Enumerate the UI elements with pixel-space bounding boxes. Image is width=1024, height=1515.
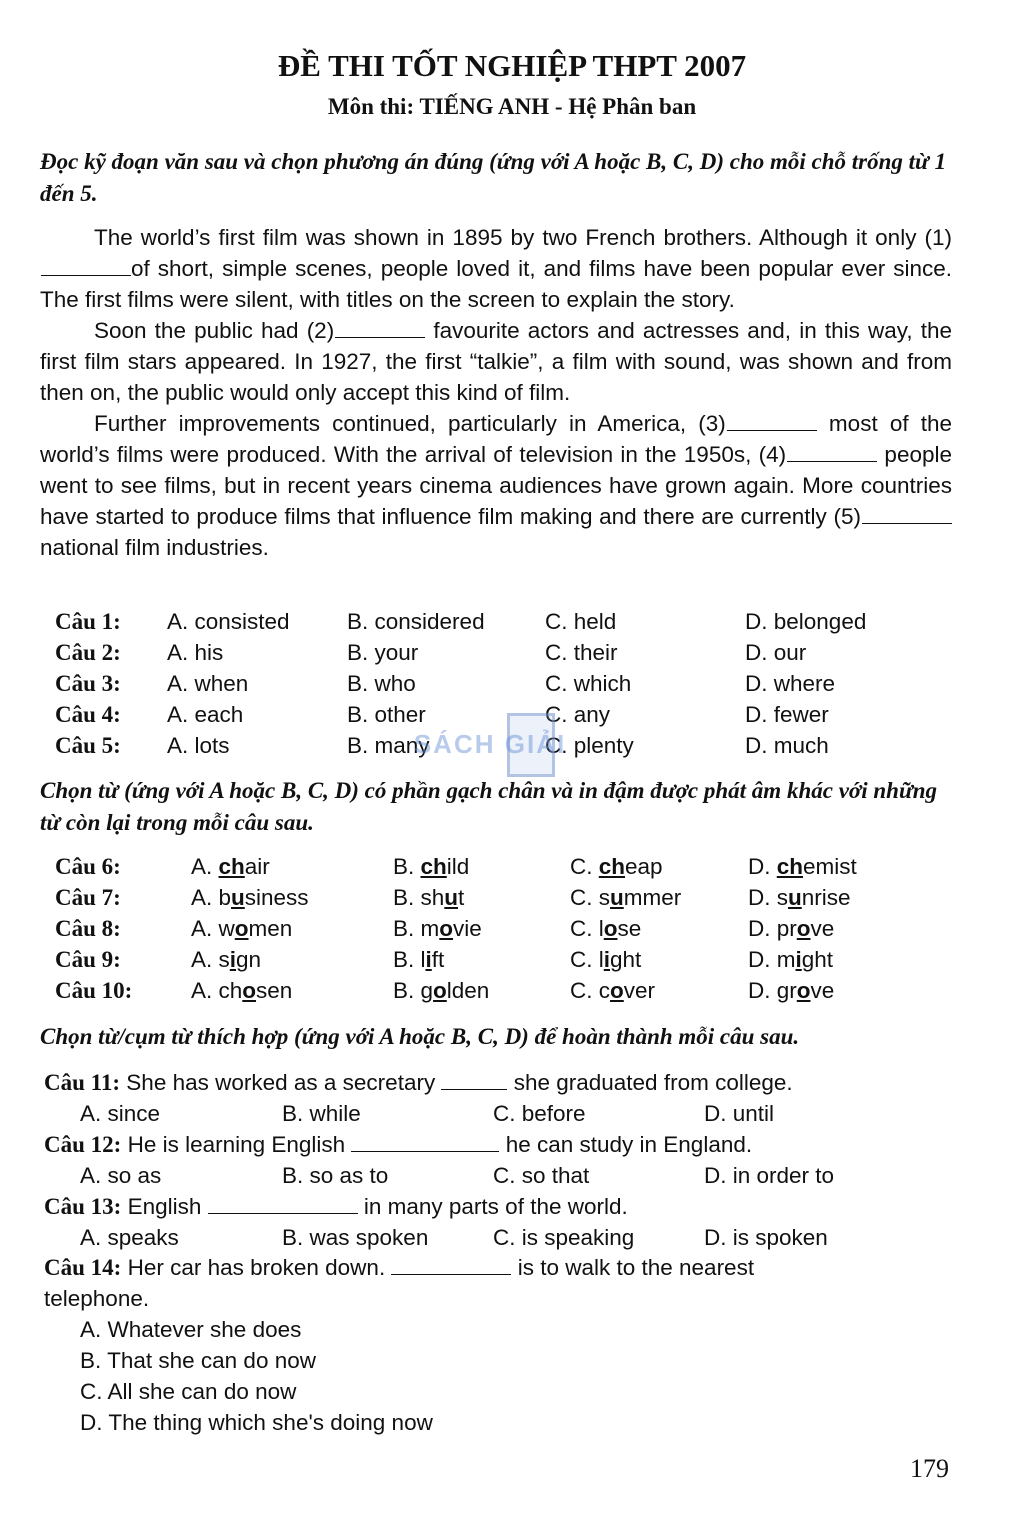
blank-2 bbox=[335, 319, 425, 338]
page-number: 179 bbox=[910, 1454, 949, 1483]
option-d: D. grove bbox=[748, 978, 835, 1003]
underlined-part: o bbox=[610, 978, 624, 1003]
blank bbox=[391, 1256, 511, 1275]
blank bbox=[351, 1133, 499, 1152]
question-13: Câu 13: English in many parts of the world. A. speaks B. was spoken C. is speaking D. is spoken bbox=[44, 1191, 974, 1253]
option-c: C. cover bbox=[570, 978, 656, 1003]
questions-6-10 bbox=[55, 851, 898, 1006]
blank-4 bbox=[787, 443, 877, 462]
option-b: B. while bbox=[282, 1101, 361, 1126]
underlined-part: o bbox=[439, 916, 454, 941]
question-label: Câu 3: bbox=[55, 671, 121, 696]
option-c: C. All she can do now bbox=[80, 1379, 297, 1404]
option-b: B. many bbox=[347, 733, 430, 758]
underlined-part: ch bbox=[218, 854, 245, 879]
option-d: D. belonged bbox=[745, 609, 867, 634]
option-b: B. was spoken bbox=[282, 1225, 429, 1250]
option-d: D. The thing which she's doing now bbox=[80, 1410, 433, 1435]
option-b: B. considered bbox=[347, 609, 485, 634]
section2-instruction: Chọn từ (ứng với A hoặc B, C, D) có phần gạch chân và in đậm được phát âm khác với những từ còn lại trong mỗi câu sau. bbox=[40, 778, 938, 835]
question-label: Câu 8: bbox=[55, 916, 121, 941]
option-a: A. speaks bbox=[80, 1225, 179, 1250]
blank-1 bbox=[41, 257, 131, 276]
option-b: B. shut bbox=[393, 885, 465, 910]
question-label: Câu 4: bbox=[55, 702, 121, 727]
option-c: C. which bbox=[545, 671, 632, 696]
option-c: C. their bbox=[545, 640, 618, 665]
option-a: A. sign bbox=[191, 947, 262, 972]
option-d: D. is spoken bbox=[704, 1225, 828, 1250]
passage-paragraph-2: Soon the public had (2) favourite actors and actresses and, in this way, the first film stars appeared. In 1927, the first “talkie”, a film with sound, was shown and from then on, the public would only accept this kind of film. bbox=[40, 318, 952, 405]
option-b: B. your bbox=[347, 640, 419, 665]
option-b: B. movie bbox=[393, 916, 482, 941]
question-label: Câu 2: bbox=[55, 640, 121, 665]
question-14: Câu 14: Her car has broken down. is to walk to the nearest telephone. A. Whatever she does B. That she can do now C. All she can do now D. The thing which she's doing now bbox=[44, 1252, 974, 1438]
option-a: A. each bbox=[167, 702, 244, 727]
section1-instruction: Đọc kỹ đoạn văn sau và chọn phương án đúng (ứng với A hoặc B, C, D) cho mỗi chỗ trống từ 1 đến 5. bbox=[40, 149, 947, 206]
underlined-part: i bbox=[795, 947, 802, 972]
option-a: A. since bbox=[80, 1101, 161, 1126]
option-c: C. plenty bbox=[545, 733, 634, 758]
underlined-part: o bbox=[603, 916, 618, 941]
option-d: D. might bbox=[748, 947, 834, 972]
underlined-part: o bbox=[234, 916, 249, 941]
blank bbox=[208, 1195, 358, 1214]
option-a: A. chair bbox=[191, 854, 270, 879]
option-b: B. golden bbox=[393, 978, 490, 1003]
underlined-part: u bbox=[444, 885, 459, 910]
option-b: B. That she can do now bbox=[80, 1348, 316, 1373]
underlined-part: u bbox=[788, 885, 802, 910]
underlined-part: o bbox=[796, 978, 811, 1003]
option-a: A. so as bbox=[80, 1163, 162, 1188]
option-b: B. lift bbox=[393, 947, 445, 972]
question-12: Câu 12: He is learning English he can study in England. A. so as B. so as to C. so that D. in order to bbox=[44, 1129, 974, 1191]
option-d: D. much bbox=[745, 733, 829, 758]
page-subtitle: Môn thi: TIẾNG ANH - Hệ Phân ban bbox=[327, 94, 697, 119]
question-label: Câu 1: bbox=[55, 609, 121, 634]
watermark-logo: SÁCH GIẢI bbox=[384, 713, 596, 775]
underlined-part: o bbox=[796, 916, 811, 941]
option-d: D. where bbox=[745, 671, 836, 696]
option-a: A. his bbox=[167, 640, 224, 665]
option-c: C. before bbox=[493, 1101, 586, 1126]
option-a: A. when bbox=[167, 671, 249, 696]
reading-passage bbox=[40, 222, 952, 563]
underlined-part: i bbox=[229, 947, 237, 972]
question-11: Câu 11: She has worked as a secretary she graduated from college. A. since B. while C. before D. until bbox=[44, 1067, 974, 1129]
option-d: D. in order to bbox=[704, 1163, 835, 1188]
underlined-part: u bbox=[231, 885, 245, 910]
passage-paragraph-3: Further improvements continued, particularly in America, (3) most of the world’s films were produced. With the arrival of television in the 1950s, (4) people went to see films, but in recent years cinema audiences have grown again. More countries have started to produce films that influence film making and there are currently (5) national film industries. bbox=[40, 411, 953, 560]
option-a: A. lots bbox=[167, 733, 230, 758]
option-c: C. lose bbox=[570, 916, 642, 941]
option-b: B. child bbox=[393, 854, 470, 879]
option-c: C. cheap bbox=[570, 854, 663, 879]
option-d: D. sunrise bbox=[748, 885, 851, 910]
option-a: A. chosen bbox=[191, 978, 293, 1003]
blank bbox=[441, 1071, 507, 1090]
option-b: B. so as to bbox=[282, 1163, 389, 1188]
option-b: B. other bbox=[347, 702, 426, 727]
question-label: Câu 7: bbox=[55, 885, 121, 910]
underlined-part: ch bbox=[598, 854, 626, 879]
option-c: C. held bbox=[545, 609, 617, 634]
section3-instruction: Chọn từ/cụm từ thích hợp (ứng với A hoặc B, C, D) để hoàn thành mỗi câu sau. bbox=[40, 1024, 800, 1049]
page-title: ĐỀ THI TỐT NGHIỆP THPT 2007 bbox=[277, 48, 747, 83]
option-c: C. light bbox=[570, 947, 642, 972]
blank-5 bbox=[862, 505, 952, 524]
option-c: C. summer bbox=[570, 885, 682, 910]
option-c: C. any bbox=[545, 702, 611, 727]
option-d: D. chemist bbox=[748, 854, 857, 879]
option-a: A. business bbox=[191, 885, 309, 910]
underlined-part: o bbox=[242, 978, 257, 1003]
question-label: Câu 9: bbox=[55, 947, 121, 972]
underlined-part: i bbox=[603, 947, 611, 972]
underlined-part: i bbox=[425, 947, 432, 972]
option-d: D. fewer bbox=[745, 702, 829, 727]
option-d: D. our bbox=[745, 640, 807, 665]
question-label: Câu 10: bbox=[55, 978, 133, 1003]
question-label: Câu 5: bbox=[55, 733, 121, 758]
option-c: C. so that bbox=[493, 1163, 590, 1188]
option-a: A. consisted bbox=[167, 609, 290, 634]
blank-3 bbox=[727, 412, 817, 431]
option-a: A. women bbox=[191, 916, 293, 941]
passage-paragraph-1: The world’s first film was shown in 1895 by two French brothers. Although it only (1)of short, simple scenes, people loved it, and films have been popular ever since. The first films were silent, with titles on the screen to explain the story. bbox=[40, 225, 952, 312]
option-b: B. who bbox=[347, 671, 416, 696]
option-d: D. until bbox=[704, 1101, 775, 1126]
underlined-part: ch bbox=[776, 854, 804, 879]
option-c: C. is speaking bbox=[493, 1225, 635, 1250]
question-label: Câu 6: bbox=[55, 854, 121, 879]
underlined-part: ch bbox=[420, 854, 447, 879]
underlined-part: o bbox=[433, 978, 447, 1003]
option-a: A. Whatever she does bbox=[80, 1317, 302, 1342]
underlined-part: u bbox=[610, 885, 624, 910]
option-d: D. prove bbox=[748, 916, 835, 941]
